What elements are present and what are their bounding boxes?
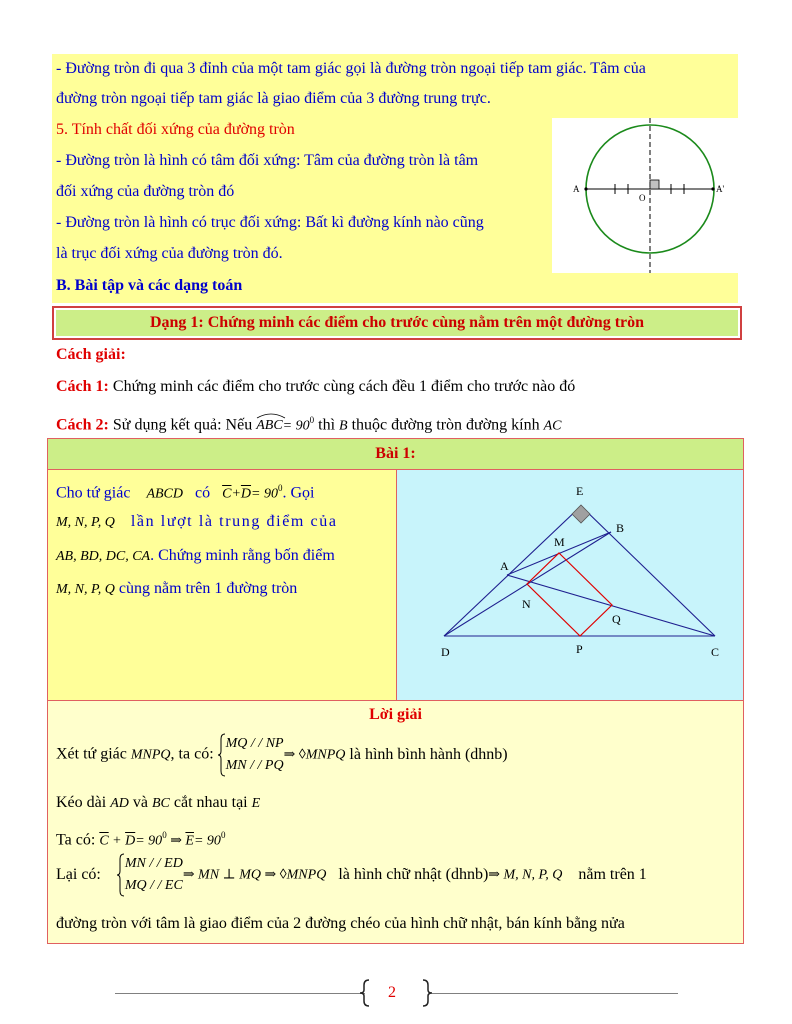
circle-symmetry-figure (553, 118, 738, 273)
s3-deg2: 0 (220, 830, 226, 840)
point-label-O: O (639, 193, 646, 203)
cach2-mid: thì (318, 416, 336, 434)
problem-segments: AB, BD, DC, CA (56, 549, 151, 564)
s2-E: E (251, 796, 261, 811)
s3-pre: Ta có: (56, 831, 96, 849)
bai1-problem (48, 470, 397, 701)
s2-BC: BC (151, 796, 170, 811)
s1-brace (218, 733, 226, 777)
s2-post: cắt nhau tại (173, 794, 248, 811)
dang1-box (52, 306, 742, 340)
problem-points-2: M, N, P, Q (56, 582, 115, 597)
cach2-pre: Sử dụng kết quả: Nếu (112, 416, 253, 434)
cach1-label: Cách 1: (56, 378, 109, 395)
dang1-title: Dạng 1: Chứng minh các điểm cho trước cùng nằm trên một đường tròn (56, 310, 738, 336)
solution-step4 (56, 853, 736, 897)
fig-label-E: E (576, 484, 584, 498)
solution-step1 (56, 733, 508, 777)
cach2-degree: 0 (309, 415, 315, 425)
loi-giai-title: Lời giải (369, 706, 422, 723)
s4-result2: ⇒ M, N, P, Q (488, 867, 563, 883)
sectionB-heading: B. Bài tập và các dạng toán (56, 277, 243, 294)
fig-label-Q: Q (612, 612, 621, 626)
symmetry-axis-line2: là trục đối xứng của đường tròn đó. (56, 245, 283, 262)
fig-label-A: A (500, 559, 509, 573)
problem-plus: + (231, 486, 241, 502)
problem-line2 (56, 512, 338, 533)
s2-va: và (132, 794, 148, 811)
solution-step2 (56, 793, 260, 814)
cach1-line (56, 377, 575, 397)
cach2-line (56, 410, 562, 436)
fig-label-N: N (522, 597, 531, 611)
cach2-AC: AC (543, 418, 562, 434)
symmetry-axis-line1: - Đường tròn là hình có trục đối xứng: Bất kì đường kính nào cũng (56, 214, 484, 231)
s3-angle-E: $\overline{E}$ (185, 833, 194, 849)
s3-eq2: = 90 (193, 833, 221, 849)
problem-angle-D: $\overline{D}$ (240, 486, 252, 502)
symmetry-center-line1: - Đường tròn là hình có tâm đối xứng: Tâm của đường tròn là tâm (56, 152, 479, 169)
s3-angle-C: $\overline{C}$ (99, 833, 109, 849)
cach2-B: B (339, 418, 348, 434)
problem-points-1: M, N, P, Q (56, 515, 115, 530)
s3-angle-D: $\overline{D}$ (125, 833, 136, 849)
s4-brace (117, 853, 125, 897)
s1-result: ⇒ ◊MNPQ (283, 747, 346, 763)
problem-l1-a: Cho tứ giác (56, 484, 131, 502)
footer-bracket-left (360, 979, 370, 1007)
quadrilateral-figure (397, 470, 743, 700)
cach2-eq: = 90 (282, 418, 310, 434)
footer-line-right (432, 993, 678, 994)
s1-sys2: MN / / PQ (225, 758, 284, 773)
problem-angle-C: $\overline{C}$ (222, 486, 232, 502)
s4-sys2: MQ / / EC (124, 878, 183, 893)
fig-label-C: C (711, 645, 720, 659)
footer-bracket-right (422, 979, 432, 1007)
problem-l1-d: . Gọi (282, 484, 315, 502)
s3-deg1: 0 (162, 830, 167, 840)
problem-l4-b: cùng nằm trên 1 đường tròn (118, 580, 298, 597)
s4-system (125, 853, 183, 897)
solution-step3: Ta có: $\overline{C} + \overline{D}= 90^0$ ⇒ $\overline{E}= 90^0$ (56, 830, 226, 849)
symmetry-center-line2: đối xứng của đường tròn đó (56, 183, 235, 200)
fig-label-D: D (441, 645, 450, 659)
cach2-post: thuộc đường tròn đường kính (351, 416, 540, 434)
s4-end: nằm trên 1 (578, 866, 647, 883)
section5-heading: 5. Tính chất đối xứng của đường tròn (56, 121, 295, 138)
s2-AD: AD (110, 796, 129, 811)
problem-l1-c: có (195, 484, 211, 502)
problem-line3 (56, 546, 335, 567)
s2-pre: Kéo dài (56, 794, 107, 811)
loi-giai-section (48, 701, 743, 943)
s4-sys1: MN / / ED (124, 856, 183, 871)
cach-giai-heading: Cách giải: (56, 346, 126, 363)
problem-eq: = 90 (251, 486, 278, 502)
s1-sys1: MQ / / NP (225, 736, 284, 751)
s1-system (226, 733, 284, 777)
solution-step5: đường tròn với tâm là giao điểm của 2 đường chéo của hình chữ nhật, bán kính bằng nửa (56, 915, 625, 932)
page-number: 2 (388, 984, 396, 1001)
s3-eq1: = 90 (135, 833, 163, 849)
problem-l2-b: lần lượt là trung điểm của (130, 513, 338, 530)
problem-degree: 0 (277, 483, 283, 493)
s1-mid: , ta có: (170, 745, 214, 763)
circumcircle-definition-line1: - Đường tròn đi qua 3 đỉnh của một tam giác gọi là đường tròn ngoại tiếp tam giác. Tâm của (56, 60, 646, 77)
s1-pre: Xét tứ giác (56, 745, 127, 763)
bai1-title: Bài 1: (48, 439, 743, 470)
cach1-text: Chứng minh các điểm cho trước cùng cách đều 1 điểm cho trước nào đó (112, 378, 576, 395)
s1-post: là hình bình hành (dhnb) (349, 746, 508, 763)
bai1-figure-panel (397, 470, 743, 701)
cach2-angle: ABC (256, 418, 283, 434)
cach2-label: Cách 2: (56, 416, 109, 434)
problem-l3-b: . Chứng minh rằng bốn điểm (150, 547, 335, 564)
point-label-A-prime: A' (716, 184, 725, 194)
fig-label-B: B (616, 521, 625, 535)
problem-quad: ABCD (146, 486, 183, 502)
point-label-A: A (573, 184, 580, 194)
fig-label-M: M (554, 535, 565, 549)
footer-line-left (115, 993, 365, 994)
circumcircle-definition-line2: đường tròn ngoại tiếp tam giác là giao điểm của 3 đường trung trực. (56, 90, 491, 107)
fig-label-P: P (576, 642, 583, 656)
bai1-box (47, 438, 744, 944)
s1-quad: MNPQ (130, 747, 171, 763)
problem-line4 (56, 579, 297, 600)
s4-result: ⇒ MN ⊥ MQ ⇒ ◊MNPQ (182, 867, 327, 883)
problem-line1 (56, 478, 314, 504)
s4-pre: Lại có: (56, 866, 101, 883)
s4-post: là hình chữ nhật (dhnb) (338, 866, 489, 883)
